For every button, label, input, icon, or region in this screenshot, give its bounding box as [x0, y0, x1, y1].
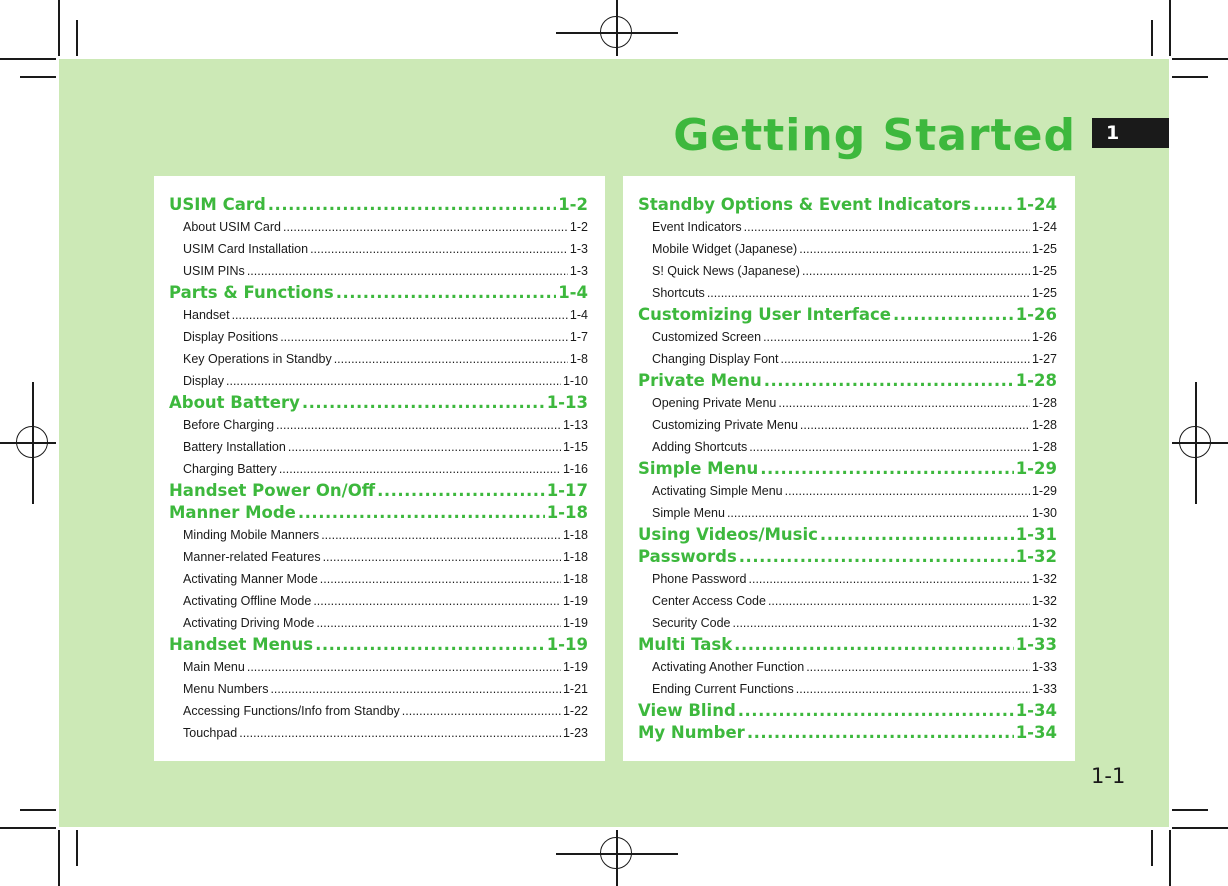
dot-leader: [768, 590, 1030, 612]
toc-entry-label: Center Access Code: [652, 594, 766, 608]
dot-leader: [226, 370, 561, 392]
toc-entry-label: Charging Battery: [183, 462, 277, 476]
toc-item-ending-current-functions[interactable]: [638, 678, 1057, 700]
page-number: 1-1: [1091, 764, 1126, 788]
dot-leader: [334, 348, 568, 370]
dot-leader: [973, 194, 1014, 216]
toc-item-center-access-code[interactable]: [638, 590, 1057, 612]
toc-entry-label: My Number: [638, 723, 745, 742]
toc-item-activating-offline-mode[interactable]: [169, 590, 588, 612]
dot-leader: [402, 700, 561, 722]
dot-leader: [802, 260, 1030, 282]
toc-entry-page: 1-30: [1031, 506, 1057, 520]
toc-entry-page: 1-18: [562, 572, 588, 586]
toc-entry-page: 1-31: [1015, 525, 1057, 544]
dot-leader: [302, 392, 545, 414]
toc-item-mobile-widget-japanese[interactable]: [638, 238, 1057, 260]
toc-entry-page: 1-28: [1015, 371, 1057, 390]
dot-leader: [764, 370, 1014, 392]
toc-item-event-indicators[interactable]: [638, 216, 1057, 238]
toc-item-changing-display-font[interactable]: [638, 348, 1057, 370]
toc-entry-label: Simple Menu: [638, 459, 759, 478]
toc-entry-page: 1-8: [569, 352, 588, 366]
toc-item-about-usim-card[interactable]: [169, 216, 588, 238]
toc-item-activating-driving-mode[interactable]: [169, 612, 588, 634]
toc-left-column: [154, 176, 605, 761]
toc-entry-label: Manner Mode: [169, 503, 296, 522]
toc-entry-label: Display: [183, 374, 224, 388]
toc-entry-page: 1-17: [546, 481, 588, 500]
dot-leader: [298, 502, 545, 524]
dot-leader: [247, 656, 561, 678]
toc-entry-page: 1-34: [1015, 723, 1057, 742]
toc-entry-label: Key Operations in Standby: [183, 352, 332, 366]
toc-entry-page: 1-18: [562, 528, 588, 542]
toc-item-activating-manner-mode[interactable]: [169, 568, 588, 590]
toc-item-adding-shortcuts[interactable]: [638, 436, 1057, 458]
toc-item-customized-screen[interactable]: [638, 326, 1057, 348]
toc-entry-page: 1-28: [1031, 396, 1057, 410]
toc-entry-page: 1-3: [569, 242, 588, 256]
toc-entry-label: Opening Private Menu: [652, 396, 777, 410]
dot-leader: [749, 568, 1030, 590]
toc-entry-label: Simple Menu: [652, 506, 725, 520]
dot-leader: [738, 700, 1014, 722]
dot-leader: [268, 194, 556, 216]
toc-item-display-positions[interactable]: [169, 326, 588, 348]
toc-entry-page: 1-33: [1031, 682, 1057, 696]
toc-entry-label: Minding Mobile Manners: [183, 528, 320, 542]
toc-entry-label: Customizing Private Menu: [652, 418, 798, 432]
toc-item-battery-installation[interactable]: [169, 436, 588, 458]
toc-entry-label: Shortcuts: [652, 286, 705, 300]
dot-leader: [321, 524, 561, 546]
toc-entry-label: Private Menu: [638, 371, 762, 390]
toc-entry-page: 1-13: [562, 418, 588, 432]
toc-entry-page: 1-25: [1031, 264, 1057, 278]
toc-item-shortcuts[interactable]: [638, 282, 1057, 304]
toc-entry-label: Parts & Functions: [169, 283, 334, 302]
toc-entry-label: Before Charging: [183, 418, 275, 432]
toc-entry-label: USIM Card Installation: [183, 242, 309, 256]
toc-entry-label: Multi Task: [638, 635, 733, 654]
toc-item-key-operations-in-standby[interactable]: [169, 348, 588, 370]
toc-entry-page: 1-33: [1015, 635, 1057, 654]
toc-item-handset[interactable]: [169, 304, 588, 326]
toc-entry-label: Adding Shortcuts: [652, 440, 748, 454]
toc-section-passwords[interactable]: [638, 546, 1057, 568]
toc-item-manner-related-features[interactable]: [169, 546, 588, 568]
toc-entry-label: Mobile Widget (Japanese): [652, 242, 798, 256]
toc-entry-label: Handset Menus: [169, 635, 314, 654]
dot-leader: [377, 480, 545, 502]
toc-entry-label: Changing Display Font: [652, 352, 779, 366]
dot-leader: [799, 238, 1030, 260]
toc-item-charging-battery[interactable]: [169, 458, 588, 480]
toc-item-customizing-private-menu[interactable]: [638, 414, 1057, 436]
dot-leader: [232, 304, 568, 326]
dot-leader: [747, 722, 1014, 744]
toc-entry-label: Display Positions: [183, 330, 279, 344]
toc-entry-page: 1-32: [1015, 547, 1057, 566]
dot-leader: [806, 656, 1030, 678]
toc-entry-label: Event Indicators: [652, 220, 742, 234]
dot-leader: [727, 502, 1030, 524]
toc-entry-label: Activating Another Function: [652, 660, 805, 674]
dot-leader: [733, 612, 1030, 634]
toc-section-about-battery[interactable]: [169, 392, 588, 414]
toc-entry-page: 1-19: [562, 594, 588, 608]
toc-entry-label: Using Videos/Music: [638, 525, 818, 544]
toc-entry-page: 1-18: [562, 550, 588, 564]
toc-entry-label: Accessing Functions/Info from Standby: [183, 704, 400, 718]
toc-section-handset-power-on-off[interactable]: [169, 480, 588, 502]
toc-section-parts-functions[interactable]: [169, 282, 588, 304]
toc-entry-page: 1-7: [569, 330, 588, 344]
toc-section-view-blind[interactable]: [638, 700, 1057, 722]
dot-leader: [796, 678, 1030, 700]
toc-entry-page: 1-25: [1031, 286, 1057, 300]
dot-leader: [310, 238, 568, 260]
dot-leader: [239, 722, 561, 744]
toc-entry-label: Activating Manner Mode: [183, 572, 318, 586]
toc-item-phone-password[interactable]: [638, 568, 1057, 590]
toc-entry-page: 1-19: [562, 660, 588, 674]
toc-entry-label: About USIM Card: [183, 220, 281, 234]
toc-entry-label: USIM Card: [169, 195, 266, 214]
toc-entry-page: 1-16: [562, 462, 588, 476]
toc-entry-label: Touchpad: [183, 726, 238, 740]
toc-entry-label: Handset: [183, 308, 230, 322]
toc-entry-label: Customized Screen: [652, 330, 762, 344]
toc-section-multi-task[interactable]: [638, 634, 1057, 656]
toc-entry-label: S! Quick News (Japanese): [652, 264, 800, 278]
toc-item-s-quick-news-japanese[interactable]: [638, 260, 1057, 282]
chapter-title: Getting Started: [673, 110, 1076, 161]
toc-right-column: [623, 176, 1075, 761]
toc-entry-page: 1-26: [1031, 330, 1057, 344]
chapter-tab: 1: [1092, 118, 1169, 148]
dot-leader: [283, 216, 568, 238]
toc-entry-label: Battery Installation: [183, 440, 286, 454]
toc-entry-page: 1-29: [1031, 484, 1057, 498]
dot-leader: [760, 458, 1013, 480]
toc-entry-page: 1-33: [1031, 660, 1057, 674]
toc-entry-page: 1-23: [562, 726, 588, 740]
toc-entry-page: 1-27: [1031, 352, 1057, 366]
toc-entry-label: Main Menu: [183, 660, 245, 674]
dot-leader: [820, 524, 1014, 546]
dot-leader: [247, 260, 568, 282]
toc-entry-page: 1-10: [562, 374, 588, 388]
toc-item-simple-menu[interactable]: [638, 502, 1057, 524]
toc-section-manner-mode[interactable]: [169, 502, 588, 524]
dot-leader: [739, 546, 1014, 568]
toc-entry-page: 1-32: [1031, 616, 1057, 630]
toc-section-using-videos-music[interactable]: [638, 524, 1057, 546]
toc-item-usim-pins[interactable]: [169, 260, 588, 282]
toc-entry-page: 1-18: [546, 503, 588, 522]
toc-entry-label: Activating Offline Mode: [183, 594, 312, 608]
toc-item-accessing-functions-info-from-standby[interactable]: [169, 700, 588, 722]
dot-leader: [800, 414, 1030, 436]
toc-entry-page: 1-32: [1031, 594, 1057, 608]
toc-entry-page: 1-24: [1031, 220, 1057, 234]
toc-item-touchpad[interactable]: [169, 722, 588, 744]
toc-section-usim-card[interactable]: [169, 194, 588, 216]
toc-entry-label: Customizing User Interface: [638, 305, 891, 324]
toc-entry-page: 1-3: [569, 264, 588, 278]
toc-entry-page: 1-25: [1031, 242, 1057, 256]
dot-leader: [280, 326, 568, 348]
dot-leader: [336, 282, 557, 304]
toc-item-display[interactable]: [169, 370, 588, 392]
toc-entry-page: 1-19: [562, 616, 588, 630]
toc-entry-page: 1-24: [1015, 195, 1057, 214]
toc-entry-page: 1-2: [558, 195, 588, 214]
toc-section-handset-menus[interactable]: [169, 634, 588, 656]
toc-entry-label: Passwords: [638, 547, 737, 566]
dot-leader: [270, 678, 561, 700]
toc-entry-label: USIM PINs: [183, 264, 245, 278]
toc-section-private-menu[interactable]: [638, 370, 1057, 392]
toc-entry-page: 1-4: [558, 283, 588, 302]
dot-leader: [749, 436, 1030, 458]
toc-entry-page: 1-28: [1031, 418, 1057, 432]
dot-leader: [313, 590, 561, 612]
toc-item-activating-simple-menu[interactable]: [638, 480, 1057, 502]
toc-entry-page: 1-4: [569, 308, 588, 322]
toc-entry-page: 1-28: [1031, 440, 1057, 454]
toc-section-simple-menu[interactable]: [638, 458, 1057, 480]
dot-leader: [778, 392, 1030, 414]
dot-leader: [785, 480, 1030, 502]
toc-item-security-code[interactable]: [638, 612, 1057, 634]
toc-section-my-number[interactable]: [638, 722, 1057, 744]
toc-item-main-menu[interactable]: [169, 656, 588, 678]
toc-entry-page: 1-15: [562, 440, 588, 454]
toc-item-opening-private-menu[interactable]: [638, 392, 1057, 414]
toc-entry-label: Manner-related Features: [183, 550, 321, 564]
dot-leader: [744, 216, 1030, 238]
toc-item-minding-mobile-manners[interactable]: [169, 524, 588, 546]
dot-leader: [707, 282, 1030, 304]
toc-item-menu-numbers[interactable]: [169, 678, 588, 700]
toc-entry-label: Phone Password: [652, 572, 747, 586]
toc-entry-page: 1-29: [1015, 459, 1057, 478]
toc-section-standby-options-event-indicators[interactable]: [638, 194, 1057, 216]
toc-entry-page: 1-22: [562, 704, 588, 718]
dot-leader: [276, 414, 561, 436]
toc-entry-label: Ending Current Functions: [652, 682, 794, 696]
toc-entry-label: Activating Driving Mode: [183, 616, 315, 630]
dot-leader: [279, 458, 561, 480]
toc-item-before-charging[interactable]: [169, 414, 588, 436]
dot-leader: [315, 634, 545, 656]
toc-entry-page: 1-19: [546, 635, 588, 654]
toc-entry-page: 1-34: [1015, 701, 1057, 720]
toc-entry-label: Handset Power On/Off: [169, 481, 376, 500]
toc-entry-page: 1-21: [562, 682, 588, 696]
toc-item-usim-card-installation[interactable]: [169, 238, 588, 260]
dot-leader: [316, 612, 561, 634]
toc-entry-label: View Blind: [638, 701, 736, 720]
dot-leader: [893, 304, 1014, 326]
dot-leader: [763, 326, 1030, 348]
dot-leader: [780, 348, 1030, 370]
toc-entry-label: Security Code: [652, 616, 731, 630]
dot-leader: [320, 568, 561, 590]
dot-leader: [323, 546, 561, 568]
toc-entry-label: Activating Simple Menu: [652, 484, 783, 498]
toc-entry-page: 1-2: [569, 220, 588, 234]
toc-entry-label: Menu Numbers: [183, 682, 269, 696]
toc-item-activating-another-function[interactable]: [638, 656, 1057, 678]
toc-entry-page: 1-13: [546, 393, 588, 412]
toc-section-customizing-user-interface[interactable]: [638, 304, 1057, 326]
toc-entry-page: 1-26: [1015, 305, 1057, 324]
toc-entry-label: About Battery: [169, 393, 300, 412]
toc-entry-label: Standby Options & Event Indicators: [638, 195, 971, 214]
dot-leader: [734, 634, 1014, 656]
dot-leader: [288, 436, 561, 458]
toc-entry-page: 1-32: [1031, 572, 1057, 586]
